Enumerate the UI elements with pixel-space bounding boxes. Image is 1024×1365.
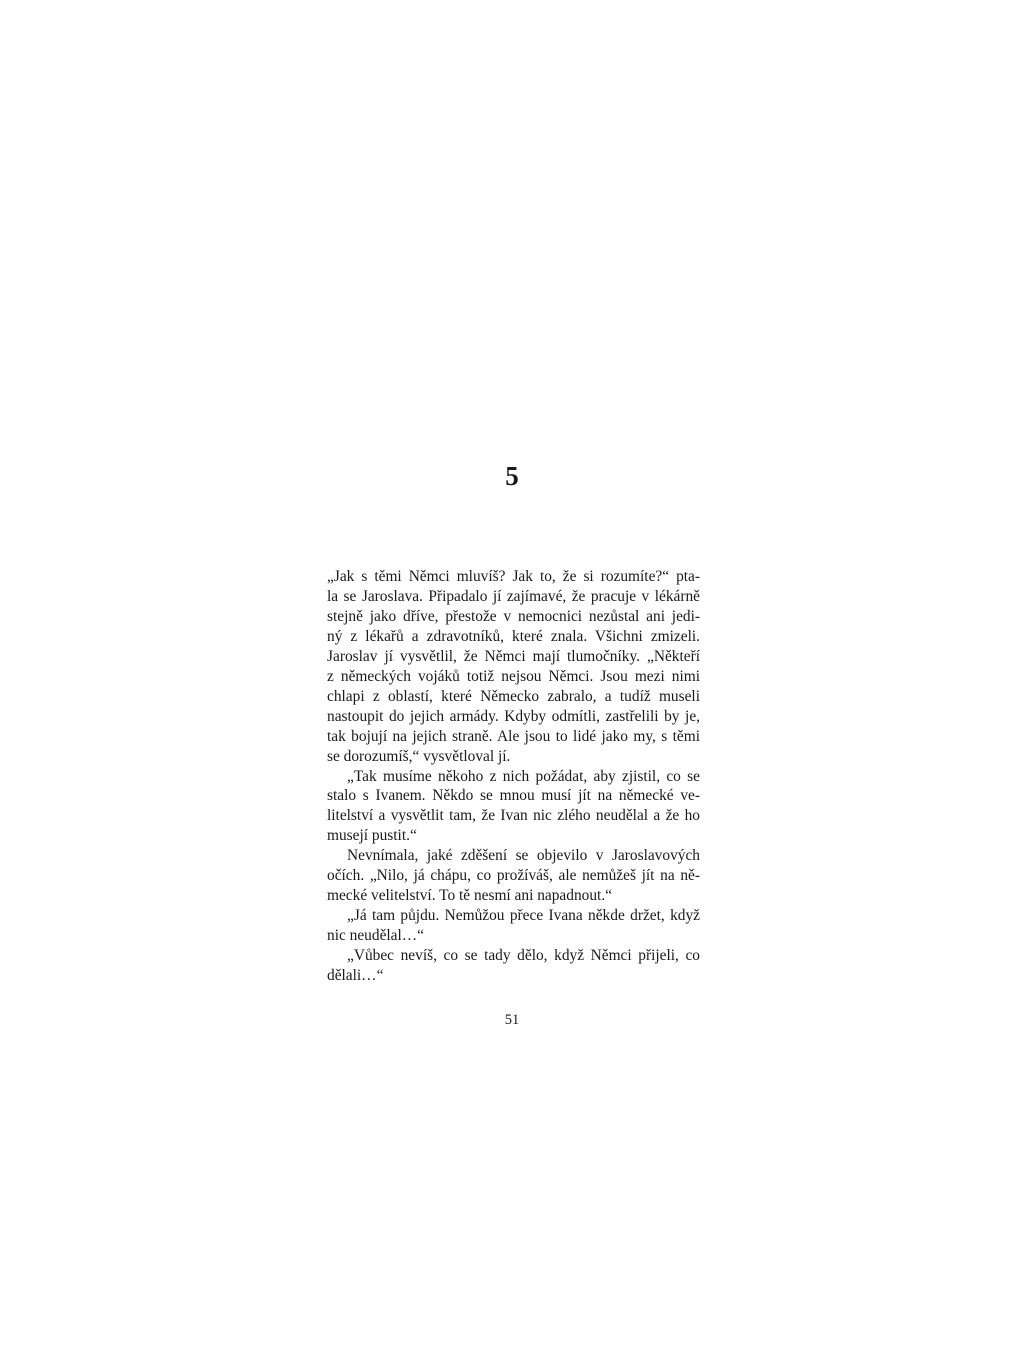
- text-line: mecké velitelství. To tě nesmí ani napadnout.“: [327, 887, 612, 905]
- text-line: la se Jaroslava. Připadalo jí zajímavé, že pracuje v lékárně: [327, 587, 700, 605]
- text-line: stalo s Ivanem. Někdo se mnou musí jít na německé ve-: [327, 787, 700, 805]
- paragraph: [327, 906, 700, 946]
- text-line: „Vůbec nevíš, co se tady dělo, když Němci přijeli, co: [347, 947, 700, 965]
- text-line: nic neudělal…“: [327, 927, 425, 945]
- chapter-body-text: [327, 567, 700, 986]
- paragraph: [327, 846, 700, 906]
- text-line: chlapi z oblastí, které Německo zabralo, a tudíž museli: [327, 687, 700, 705]
- text-line: „Jak s těmi Němci mluvíš? Jak to, že si rozumíte?“ pta-: [327, 568, 700, 585]
- paragraph: [327, 767, 700, 847]
- page-number: 51: [504, 1012, 520, 1028]
- paragraph: [327, 946, 700, 986]
- text-line: „Já tam půjdu. Nemůžou přece Ivana někde držet, když: [347, 907, 700, 925]
- text-line: se dorozumíš,“ vysvětloval jí.: [327, 747, 511, 765]
- text-line: tak bojují na jejich straně. Ale jsou to lidé jako my, s těmi: [327, 727, 700, 745]
- text-line: litelství a vysvětlit tam, že Ivan nic zlého neudělal a že ho: [327, 807, 700, 825]
- text-line: Jaroslav jí vysvětlil, že Němci mají tlumočníky. „Někteří: [327, 647, 700, 665]
- text-line: Nevnímala, jaké zděšení se objevilo v Jaroslavových: [347, 847, 700, 865]
- text-line: ný z lékařů a zdravotníků, které znala. Všichni zmizeli.: [327, 627, 700, 645]
- text-line: musejí pustit.“: [327, 827, 417, 845]
- text-line: očích. „Nilo, já chápu, co prožíváš, ale nemůžeš jít na ně-: [327, 867, 700, 885]
- text-line: nastoupit do jejich armády. Kdyby odmítli, zastřelili by je,: [327, 707, 700, 725]
- text-line: stejně jako dříve, přestože v nemocnici nezůstal ani jedi-: [327, 607, 700, 625]
- chapter-number: 5: [505, 461, 519, 491]
- text-line: dělali…“: [327, 967, 384, 985]
- text-line: „Tak musíme někoho z nich požádat, aby zjistil, co se: [347, 767, 700, 785]
- paragraph: [327, 567, 700, 767]
- text-line: z německých vojáků totiž nejsou Němci. Jsou mezi nimi: [327, 667, 700, 685]
